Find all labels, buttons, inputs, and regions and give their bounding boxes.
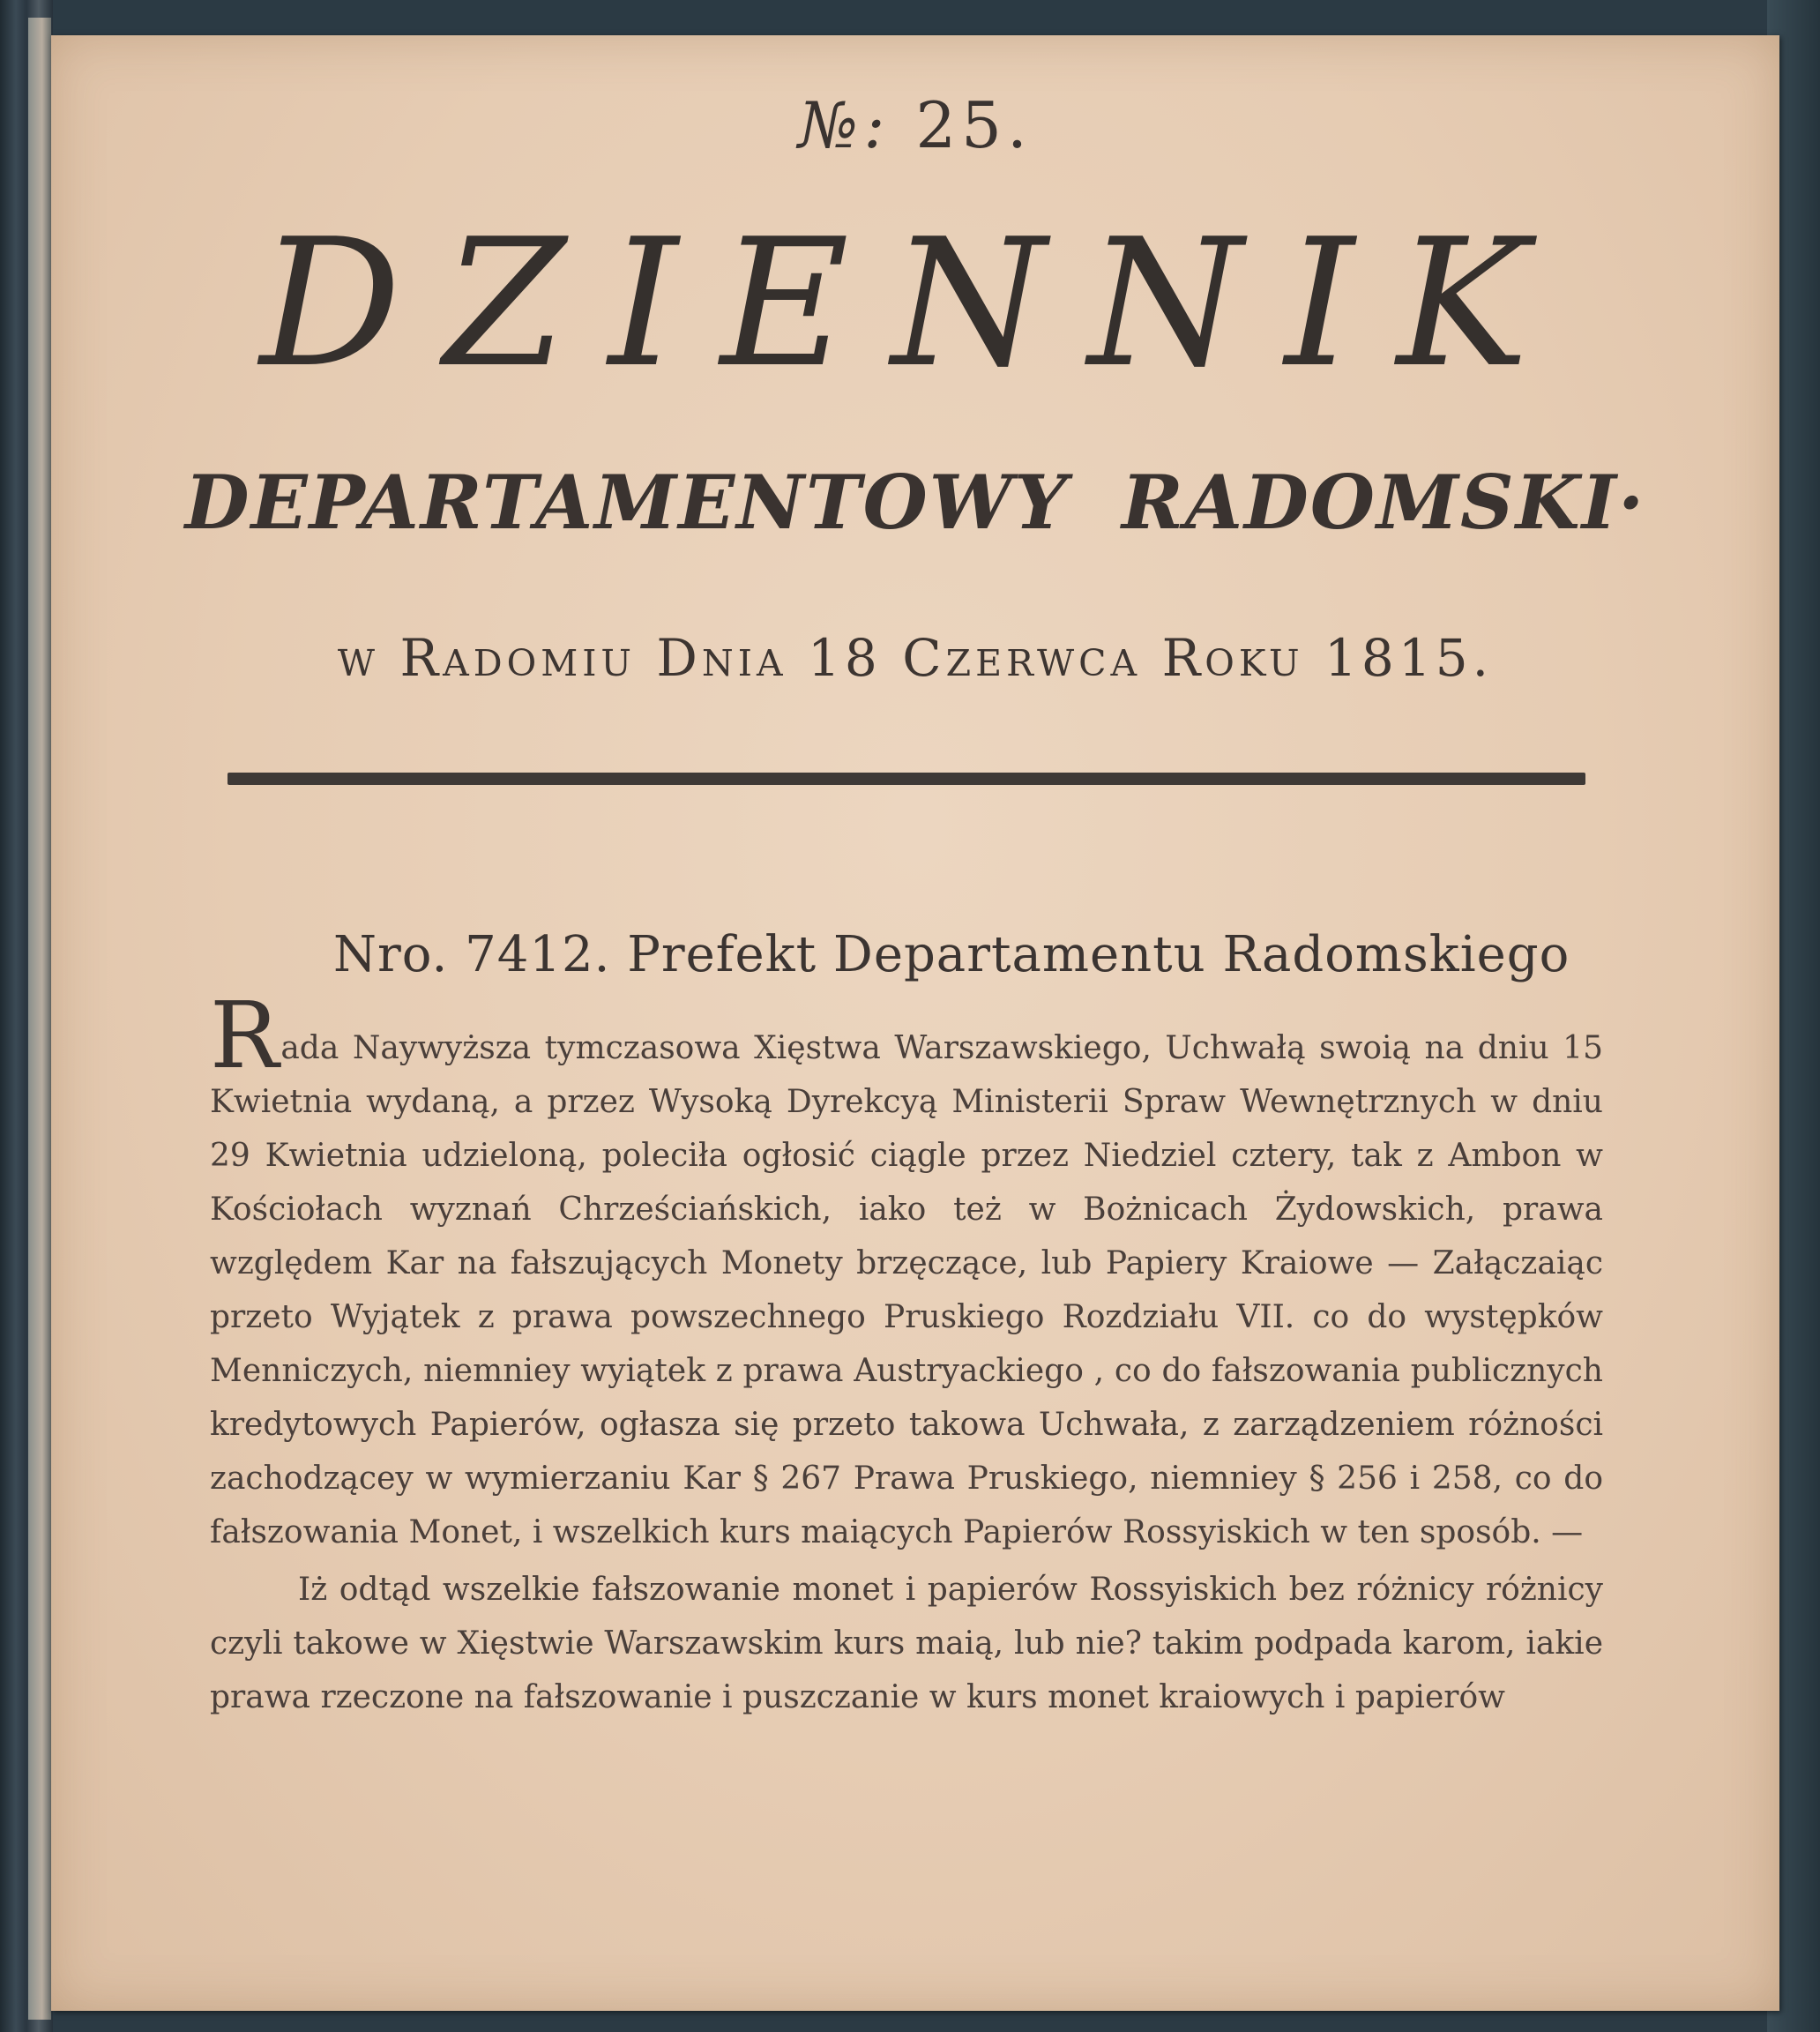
masthead-subtitle — [51, 459, 1779, 546]
article-body — [210, 982, 1603, 1728]
drop-cap: R — [210, 982, 280, 1089]
dateline: w Radomiu Dnia 18 Czerwca Roku 1815. — [337, 628, 1494, 688]
subtitle-word-1: DEPARTAMENTOWY — [184, 459, 1070, 546]
article-heading: Nro. 7412. Prefekt Departamentu Radomskiego — [333, 926, 1570, 983]
divider-rule — [228, 773, 1585, 785]
paragraph-2: Iż odtąd wszelkie fałszowanie monet i papierów Rossyiskich bez różnicy różnicy czyli takowe w Xięstwie Warszawskim kurs maią, lub nie? takim podpada karom, iakie prawa rzeczone na fałszowanie i puszczanie w kurs monet kraiowych i papierów — [210, 1572, 1603, 1715]
issue-label: №: — [798, 88, 891, 162]
paragraph-1-text: ada Naywyższa tymczasowa Xięstwa Warszawskiego, Uchwałą swoią na dniu 15 Kwietnia wydaną, a przez Wysoką Dyrekcyą Ministerii Spraw Wewnętrznych w dniu 29 Kwietnia udzieloną, poleciła ogłosić ciągle przez Niedziel cztery, tak z Ambon w Kościołach wyznań Chrześciańskich, iako też w Bożnicach Żydowskich, prawa względem Kar na fałszujących Monety brzęczące, lub Papiery Kraiowe — Załączaiąc przeto Wyjątek z prawa powszechnego Pruskiego Rozdziału VII. co do występków Menniczych, niemniey wyiątek z prawa Austryackiego , co do fałszowania publicznych kredytowych Papierów, ogłasza się przeto takowa Uchwała, z zarządzeniem różności zachodzącey w wymierzaniu Kar § 267 Prawa Pruskiego, niemniey § 256 i 258, co do fałszowania Monet, i wszelkich kurs maiących Papierów Rossyiskich w ten sposób. — — [210, 1030, 1603, 1550]
issue-digits: 25. — [915, 88, 1033, 162]
issue-number — [51, 88, 1779, 162]
document-page — [51, 35, 1779, 2011]
page-edge — [28, 18, 51, 2020]
subtitle-word-2: RADOMSKI· — [1122, 459, 1646, 546]
masthead-title: DZIENNIK — [259, 201, 1571, 407]
paragraph-1 — [210, 982, 1603, 1559]
